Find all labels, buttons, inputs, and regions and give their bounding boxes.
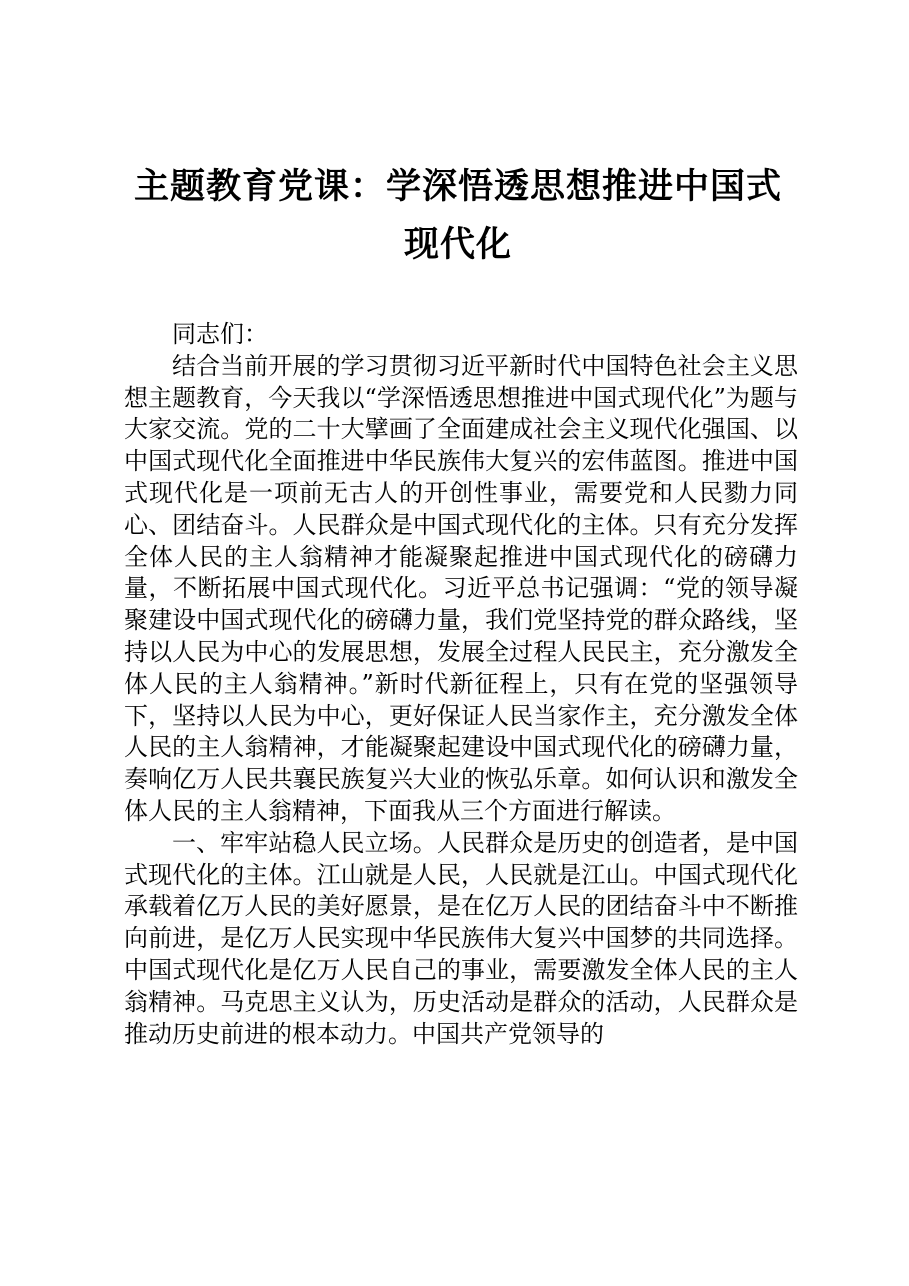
document-body [124,319,798,1050]
paragraph-section-one: 一、牢牢站稳人民立场。人民群众是历史的创造者，是中国式现代化的主体。江山就是人民，人民就是江山。中国式现代化承载着亿万人民的美好愿景，是在亿万人民的团结奋斗中不断推向前进，是亿万人民实现中华民族伟大复兴中国梦的共同选择。中国式现代化是亿万人民自己的事业，需要激发全体人民的主人翁精神。马克思主义认为，历史活动是群众的活动，人民群众是推动历史前进的根本动力。中国共产党领导的 [124,828,798,1048]
greeting: 同志们： [172,320,268,348]
paragraph-intro: 结合当前开展的学习贯彻习近平新时代中国特色社会主义思想主题教育，今天我以“学深悟透思想推进中国式现代化”为题与大家交流。党的二十大擘画了全面建成社会主义现代化强国、以中国式现代化全面推进中华民族伟大复兴的宏伟蓝图。推进中国式现代化是一项前无古人的开创性事业，需要党和人民勠力同心、团结奋斗。人民群众是中国式现代化的主体。只有充分发挥全体人民的主人翁精神才能凝聚起推进中国式现代化的磅礴力量，不断拓展中国式现代化。习近平总书记强调：“党的领导凝聚建设中国式现代化的磅礴力量，我们党坚持党的群众路线，坚持以人民为中心的发展思想，发展全过程人民民主，充分激发全体人民的主人翁精神。”新时代新征程上，只有在党的坚强领导下，坚持以人民为中心，更好保证人民当家作主，充分激发全体人民的主人翁精神，才能凝聚起建设中国式现代化的磅礴力量，奏响亿万人民共襄民族复兴大业的恢弘乐章。如何认识和激发全体人民的主人翁精神，下面我从三个方面进行解读。 [124,351,798,825]
document-title: 主题教育党课：学深悟透思想推进中国式现代化 [133,166,782,265]
